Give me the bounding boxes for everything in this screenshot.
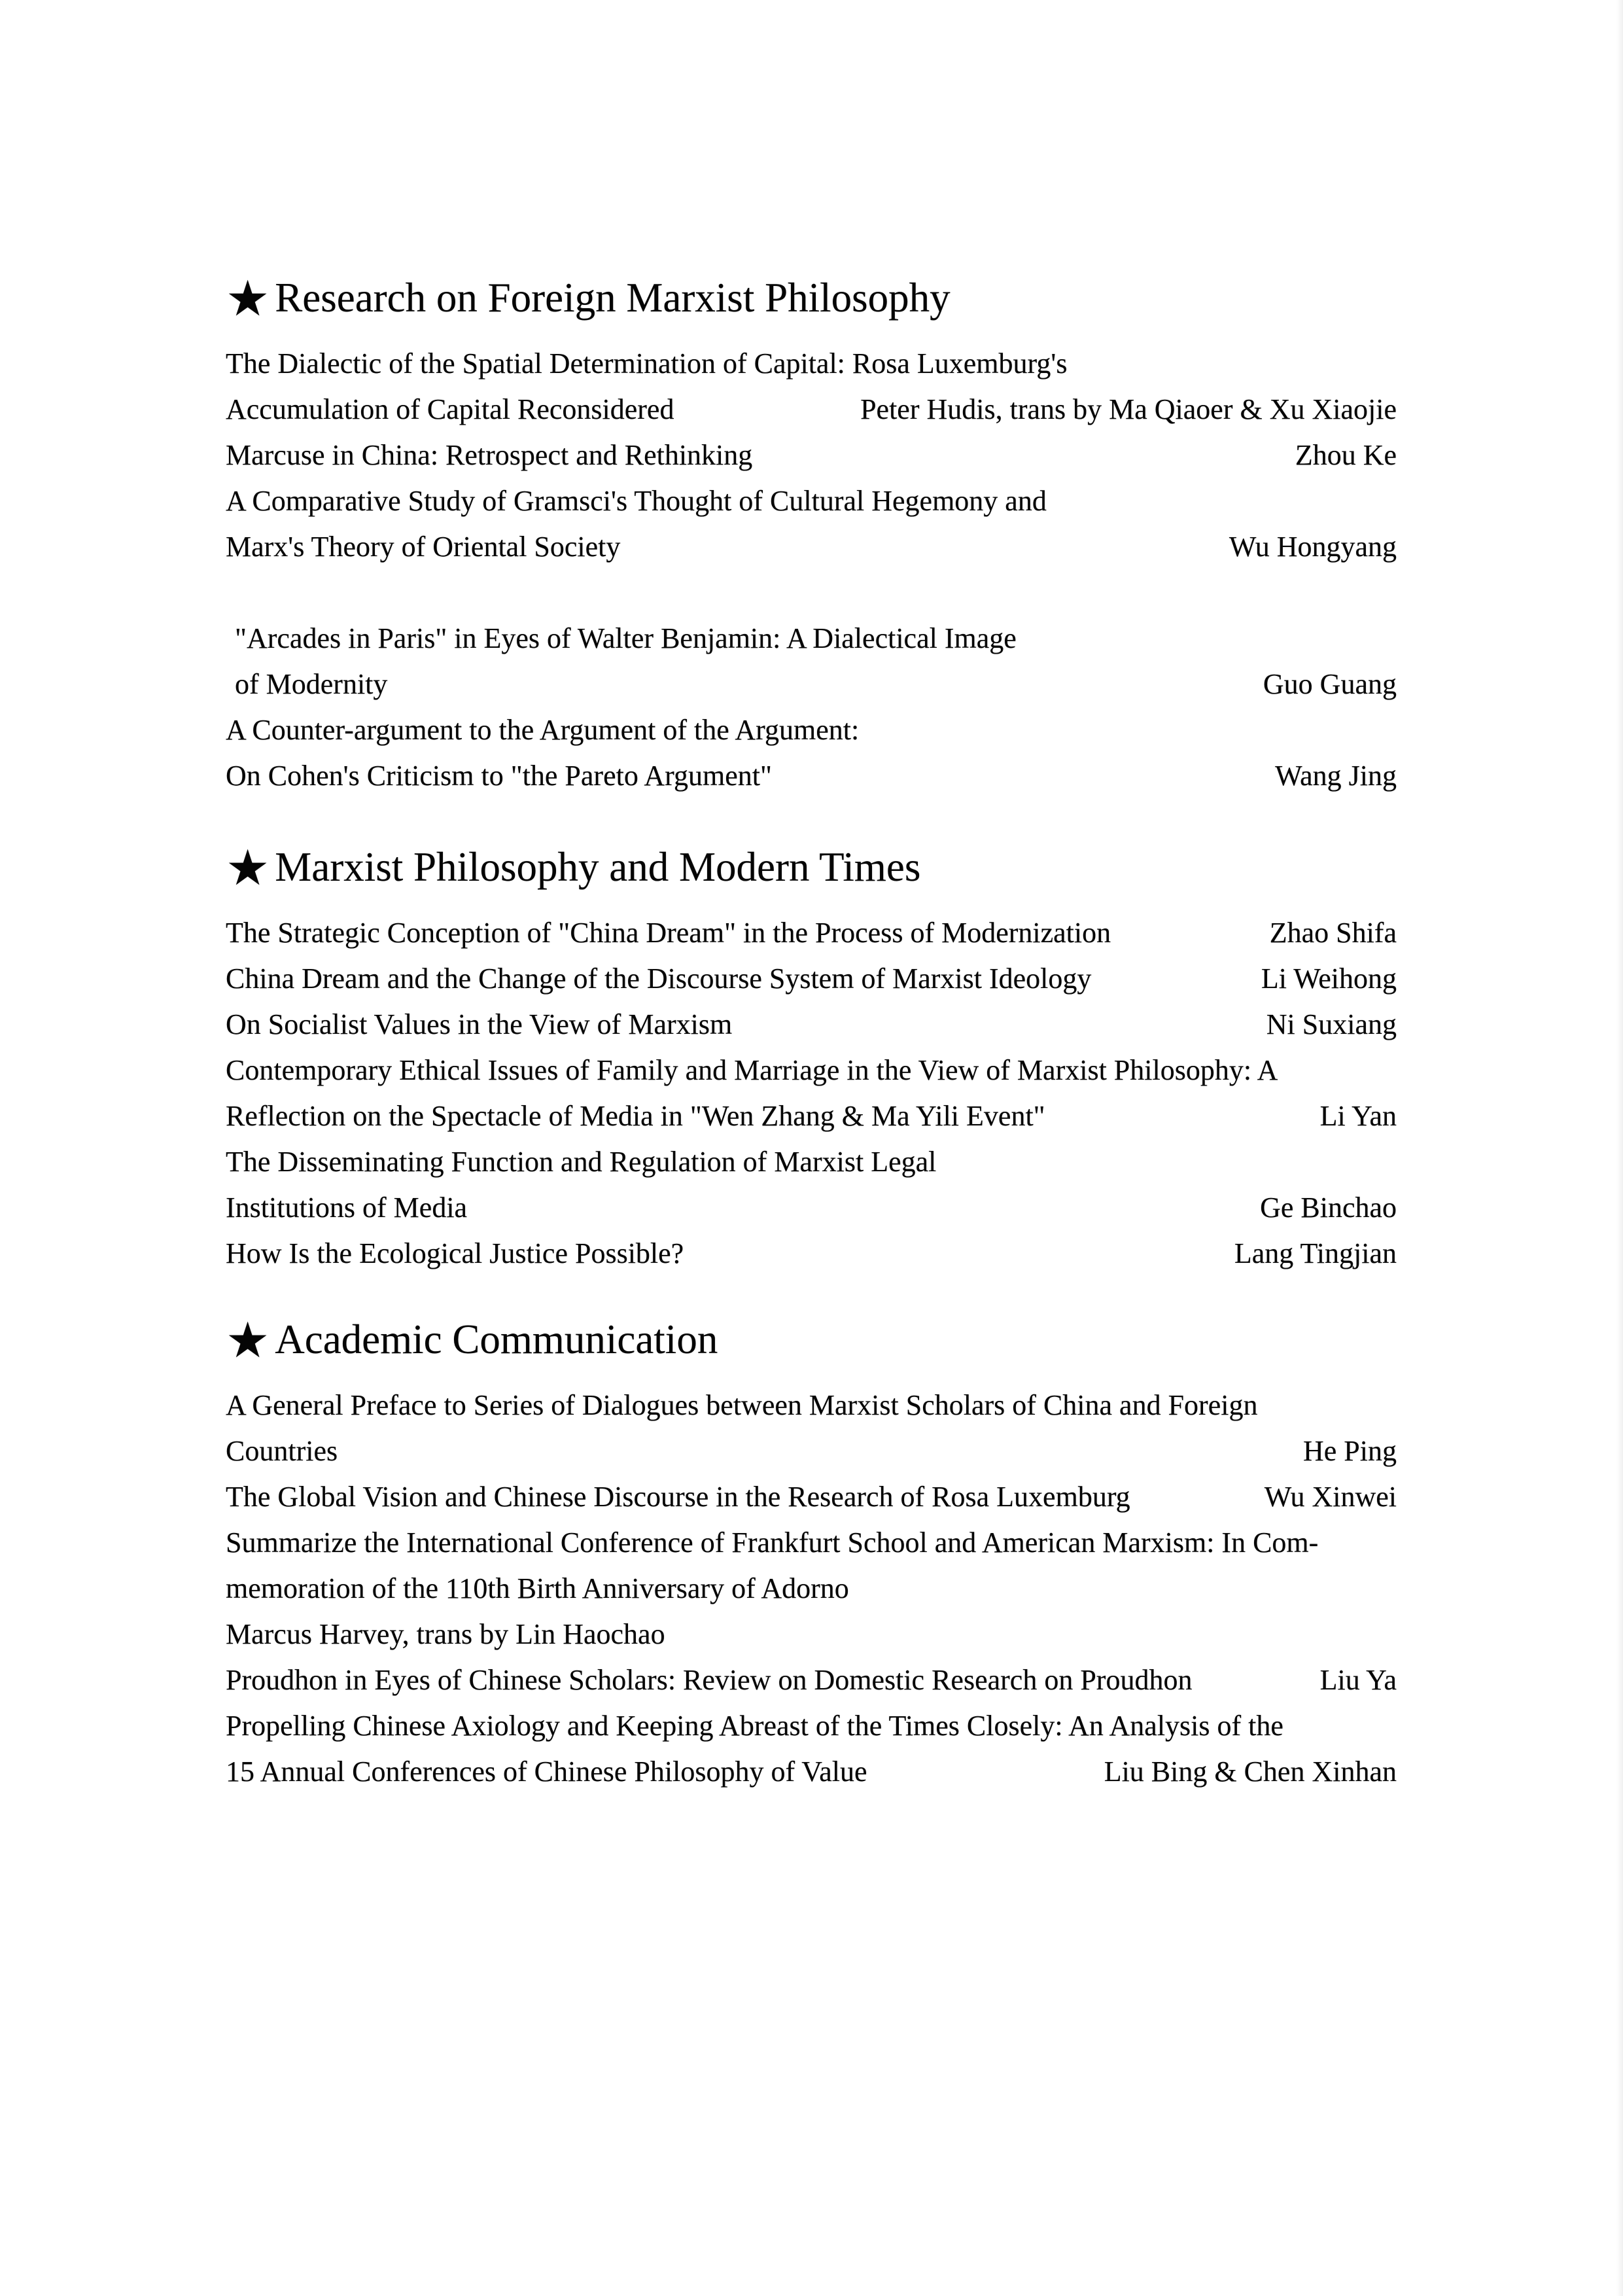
toc-content <box>226 272 1397 1795</box>
toc-entry <box>226 1520 1397 1566</box>
toc-entry <box>226 1474 1397 1520</box>
toc-entry <box>226 1657 1397 1703</box>
toc-entry <box>226 956 1397 1002</box>
entry-title: The Disseminating Function and Regulation of Marxist Legal <box>226 1146 937 1178</box>
scan-artifact <box>1616 0 1623 2296</box>
entry-title: Summarize the International Conference of Frankfurt School and American Marxism: In Com- <box>226 1527 1319 1559</box>
entry-author: Liu Bing & Chen Xinhan <box>1104 1756 1397 1788</box>
entry-title: On Socialist Values in the View of Marxism <box>226 1008 733 1040</box>
entry-title: The Dialectic of the Spatial Determination of Capital: Rosa Luxemburg's <box>226 347 1068 380</box>
entry-author: Zhou Ke <box>1295 439 1397 471</box>
entry-author: Li Weihong <box>1261 963 1397 995</box>
entry-author: Ge Binchao <box>1260 1192 1397 1224</box>
toc-entry <box>226 1566 1397 1612</box>
entry-title: China Dream and the Change of the Discourse System of Marxist Ideology <box>226 963 1092 995</box>
toc-entry <box>226 1383 1397 1428</box>
group-spacer <box>226 570 1397 616</box>
entry-title: 15 Annual Conferences of Chinese Philosophy of Value <box>226 1756 867 1788</box>
entry-title: Propelling Chinese Axiology and Keeping Abreast of the Times Closely: An Analysis of the <box>226 1710 1283 1742</box>
entry-author: Guo Guang <box>1263 668 1397 700</box>
entry-title: memoration of the 110th Birth Anniversary of Adorno <box>226 1572 849 1604</box>
entry-title: On Cohen's Criticism to "the Pareto Argument" <box>226 760 772 792</box>
entry-title: Marcuse in China: Retrospect and Rethinking <box>226 439 753 471</box>
entry-title: How Is the Ecological Justice Possible? <box>226 1237 684 1269</box>
entry-author: Wu Hongyang <box>1229 531 1397 563</box>
toc-entry <box>226 1612 1397 1657</box>
section-heading-foreign-marxist-philosophy: ★ Research on Foreign Marxist Philosophy <box>226 272 951 327</box>
entry-author: Wu Xinwei <box>1264 1481 1397 1513</box>
entry-title: Marcus Harvey, trans by Lin Haochao <box>226 1618 665 1650</box>
toc-entry <box>226 662 1397 707</box>
entry-author: Lang Tingjian <box>1234 1237 1397 1269</box>
entry-author: Peter Hudis, trans by Ma Qiaoer & Xu Xiaojie <box>860 393 1397 425</box>
toc-entry <box>226 1093 1397 1139</box>
toc-entry <box>226 616 1397 662</box>
entry-title: Institutions of Media <box>226 1192 468 1224</box>
toc-entry <box>226 910 1397 956</box>
entry-title: Accumulation of Capital Reconsidered <box>226 393 674 425</box>
toc-entry <box>226 1185 1397 1231</box>
section-heading-academic-communication: ★ Academic Communication <box>226 1314 718 1368</box>
toc-entry <box>226 1002 1397 1048</box>
toc-entry <box>226 753 1397 799</box>
entry-title: A General Preface to Series of Dialogues between Marxist Scholars of China and Foreign <box>226 1389 1258 1421</box>
toc-entry <box>226 341 1397 387</box>
toc-entry <box>226 1139 1397 1185</box>
entry-title: Proudhon in Eyes of Chinese Scholars: Review on Domestic Research on Proudhon <box>226 1664 1193 1696</box>
section-heading-label: Research on Foreign Marxist Philosophy <box>275 275 951 321</box>
toc-entry <box>226 387 1397 433</box>
entry-author: Wang Jing <box>1275 760 1397 792</box>
entry-author: He Ping <box>1303 1435 1397 1467</box>
toc-entry <box>226 1703 1397 1749</box>
entry-author: Zhao Shifa <box>1269 917 1397 949</box>
toc-entry <box>226 707 1397 753</box>
entry-title: "Arcades in Paris" in Eyes of Walter Benjamin: A Dialectical Image <box>235 622 1017 654</box>
entry-title: Marx's Theory of Oriental Society <box>226 531 621 563</box>
entry-title: The Global Vision and Chinese Discourse in the Research of Rosa Luxemburg <box>226 1481 1130 1513</box>
toc-entry <box>226 478 1397 524</box>
entry-author: Liu Ya <box>1319 1664 1397 1696</box>
entry-author: Li Yan <box>1319 1100 1397 1132</box>
toc-entry <box>226 1428 1397 1474</box>
section-heading-label: Academic Communication <box>275 1316 718 1362</box>
section-heading-label: Marxist Philosophy and Modern Times <box>275 844 921 890</box>
toc-entry <box>226 524 1397 570</box>
toc-entry <box>226 1749 1397 1795</box>
entry-title: A Counter-argument to the Argument of the Argument: <box>226 714 860 746</box>
section-heading-marxist-philosophy-modern-times: ★ Marxist Philosophy and Modern Times <box>226 841 921 896</box>
entry-title: Countries <box>226 1435 338 1467</box>
entry-title: Contemporary Ethical Issues of Family and Marriage in the View of Marxist Philosophy: A <box>226 1054 1278 1086</box>
entry-author: Ni Suxiang <box>1266 1008 1397 1040</box>
toc-entry <box>226 433 1397 478</box>
entry-title: The Strategic Conception of "China Dream" in the Process of Modernization <box>226 917 1111 949</box>
toc-entry <box>226 1231 1397 1277</box>
entry-title: Reflection on the Spectacle of Media in "Wen Zhang & Ma Yili Event" <box>226 1100 1045 1132</box>
entry-title: A Comparative Study of Gramsci's Thought of Cultural Hegemony and <box>226 485 1047 517</box>
toc-entry <box>226 1048 1397 1093</box>
entry-title: of Modernity <box>235 668 388 700</box>
